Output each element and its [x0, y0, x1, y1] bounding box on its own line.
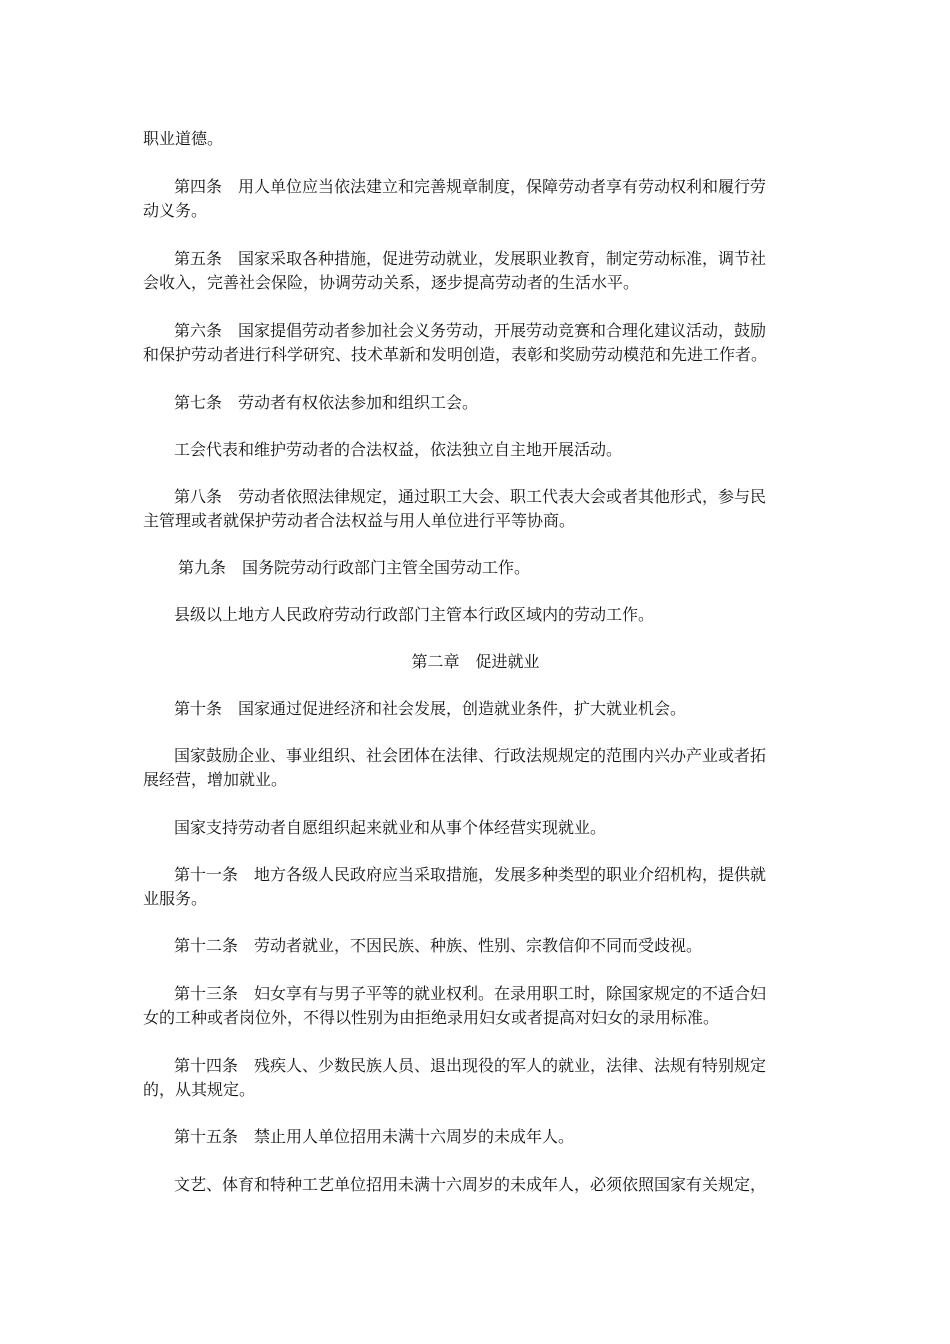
text-line: 第七条 劳动者有权依法参加和组织工会。	[174, 393, 479, 412]
text-line: 女的工种或者岗位外，不得以性别为由拒绝录用妇女或者提高对妇女的录用标准。	[143, 1008, 720, 1027]
text-line: 第十条 国家通过促进经济和社会发展，创造就业条件，扩大就业机会。	[174, 699, 687, 718]
text-line: 县级以上地方人民政府劳动行政部门主管本行政区域内的劳动工作。	[174, 605, 655, 624]
text-line: 第九条 国务院劳动行政部门主管全国劳动工作。	[178, 558, 531, 577]
text-line: 第十一条 地方各级人民政府应当采取措施，发展多种类型的职业介绍机构，提供就	[174, 865, 767, 884]
text-line: 展经营，增加就业。	[143, 770, 288, 789]
text-line: 主管理或者就保护劳动者合法权益与用人单位进行平等协商。	[143, 511, 576, 530]
text-line: 第八条 劳动者依照法律规定，通过职工大会、职工代表大会或者其他形式，参与民	[174, 487, 767, 506]
text-line: 动义务。	[143, 201, 208, 220]
text-line: 文艺、体育和特种工艺单位招用未满十六周岁的未成年人，必须依照国家有关规定，	[174, 1175, 767, 1194]
text-line: 的，从其规定。	[143, 1080, 256, 1099]
text-line: 国家鼓励企业、事业组织、社会团体在法律、行政法规规定的范围内兴办产业或者拓	[174, 746, 767, 765]
text-line: 第十二条 劳动者就业，不因民族、种族、性别、宗教信仰不同而受歧视。	[174, 936, 703, 955]
text-line: 第十三条 妇女享有与男子平等的就业权利。在录用职工时，除国家规定的不适合妇	[174, 984, 767, 1003]
text-line: 国家支持劳动者自愿组织起来就业和从事个体经营实现就业。	[174, 818, 607, 837]
text-line: 职业道德。	[143, 129, 224, 148]
text-line: 第十四条 残疾人、少数民族人员、退出现役的军人的就业，法律、法规有特别规定	[174, 1056, 767, 1075]
text-line: 会收入，完善社会保险，协调劳动关系，逐步提高劳动者的生活水平。	[143, 273, 640, 292]
text-line: 工会代表和维护劳动者的合法权益，依法独立自主地开展活动。	[174, 440, 623, 459]
text-line: 和保护劳动者进行科学研究、技术革新和发明创造，表彰和奖励劳动模范和先进工作者。	[143, 345, 768, 364]
text-line: 第六条 国家提倡劳动者参加社会义务劳动，开展劳动竞赛和合理化建议活动，鼓励	[174, 321, 767, 340]
text-line: 第十五条 禁止用人单位招用未满十六周岁的未成年人。	[174, 1127, 575, 1146]
chapter-title: 第二章 促进就业	[411, 652, 540, 671]
text-line: 第五条 国家采取各种措施，促进劳动就业，发展职业教育，制定劳动标准，调节社	[174, 249, 767, 268]
text-line: 第四条 用人单位应当依法建立和完善规章制度，保障劳动者享有劳动权利和履行劳	[174, 177, 767, 196]
text-line: 业服务。	[143, 889, 208, 908]
